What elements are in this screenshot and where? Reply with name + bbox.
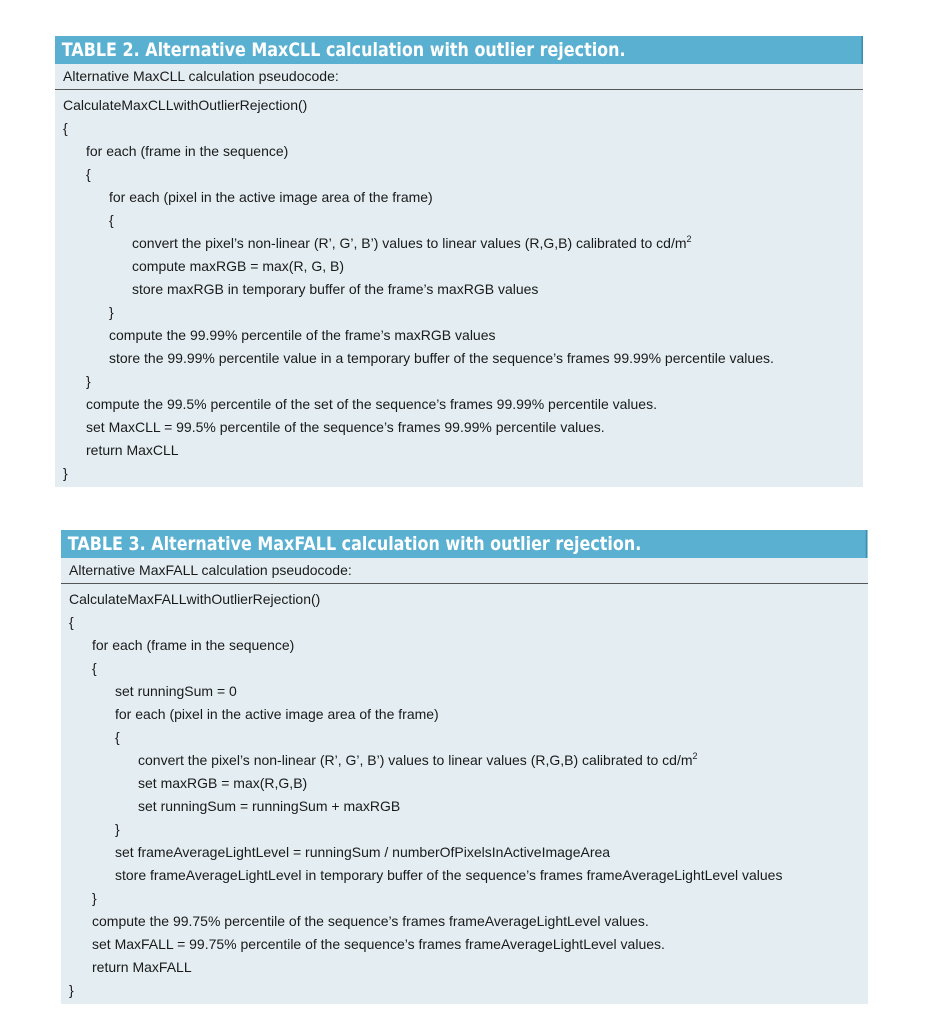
code-line (55, 163, 863, 186)
code-line (61, 749, 868, 772)
code-line (61, 657, 868, 680)
code-line (61, 887, 868, 910)
code-text: } (86, 373, 91, 389)
code-line (61, 611, 868, 634)
code-text: } (115, 821, 120, 837)
code-line (61, 910, 868, 933)
code-line (55, 140, 863, 163)
code-text: { (92, 660, 97, 676)
code-line (55, 347, 863, 370)
table-title: TABLE 3. Alternative MaxFALL calculation with outlier rejection. (61, 530, 868, 558)
code-line (55, 209, 863, 232)
table-subheader: Alternative MaxCLL calculation pseudocode: (55, 64, 863, 90)
code-text: compute maxRGB = max(R, G, B) (132, 258, 344, 274)
code-line (55, 117, 863, 140)
code-line (55, 462, 863, 485)
code-text: set frameAverageLightLevel = runningSum / numberOfPixelsInActiveImageArea (115, 844, 611, 860)
table-title-bar (55, 36, 863, 64)
code-line (55, 393, 863, 416)
code-line (55, 439, 863, 462)
code-text: compute the 99.75% percentile of the sequence’s frames frameAverageLightLevel values. (92, 913, 649, 929)
code-text: store the 99.99% percentile value in a temporary buffer of the sequence’s frames 99.99% percentile values. (109, 350, 774, 366)
code-text: for each (pixel in the active image area of the frame) (115, 706, 439, 722)
table-3 (61, 530, 868, 1004)
code-line (61, 680, 868, 703)
code-line (61, 726, 868, 749)
code-text: } (92, 890, 97, 906)
code-line (55, 232, 863, 255)
code-text: compute the 99.99% percentile of the frame’s maxRGB values (109, 327, 496, 343)
code-line (61, 634, 868, 657)
code-line (61, 864, 868, 887)
code-text: CalculateMaxFALLwithOutlierRejection() (69, 591, 321, 607)
code-line (61, 979, 868, 1002)
table-title-bar (61, 530, 868, 558)
code-text: set runningSum = 0 (115, 683, 237, 699)
code-line (55, 370, 863, 393)
code-text: set runningSum = runningSum + maxRGB (138, 798, 401, 814)
code-line (61, 795, 868, 818)
code-text: { (115, 729, 120, 745)
code-text: for each (frame in the sequence) (86, 143, 289, 159)
code-text: { (109, 212, 114, 228)
code-text: for each (frame in the sequence) (92, 637, 295, 653)
pseudocode-block (61, 584, 868, 1002)
code-text: return MaxFALL (92, 959, 192, 975)
code-line (55, 186, 863, 209)
code-text: for each (pixel in the active image area of the frame) (109, 189, 433, 205)
table-title: TABLE 2. Alternative MaxCLL calculation with outlier rejection. (55, 36, 863, 64)
code-text: } (109, 304, 114, 320)
superscript: 2 (686, 234, 692, 244)
code-text: convert the pixel’s non-linear (R’, G’, B’) values to linear values (R,G,B) calibrated to cd/m (132, 235, 687, 251)
superscript: 2 (692, 751, 698, 761)
code-text: compute the 99.5% percentile of the set of the sequence’s frames 99.99% percentile values. (86, 396, 657, 412)
code-line (55, 416, 863, 439)
code-text: set MaxFALL = 99.75% percentile of the sequence’s frames frameAverageLightLevel values. (92, 936, 665, 952)
code-text: store frameAverageLightLevel in temporary buffer of the sequence’s frames frameAverageLightLevel values (115, 867, 783, 883)
code-text: { (86, 166, 91, 182)
code-line (55, 255, 863, 278)
code-line (61, 841, 868, 864)
code-line (61, 933, 868, 956)
code-text: { (63, 120, 68, 136)
code-line (55, 94, 863, 117)
code-text: CalculateMaxCLLwithOutlierRejection() (63, 97, 308, 113)
code-text: convert the pixel’s non-linear (R’, G’, B’) values to linear values (R,G,B) calibrated to cd/m (138, 752, 693, 768)
code-text: set MaxCLL = 99.5% percentile of the sequence’s frames 99.99% percentile values. (86, 419, 605, 435)
pseudocode-block (55, 90, 863, 485)
code-text: { (69, 614, 74, 630)
code-text: store maxRGB in temporary buffer of the frame’s maxRGB values (132, 281, 539, 297)
code-text: } (63, 465, 68, 481)
code-line (61, 703, 868, 726)
code-text: set maxRGB = max(R,G,B) (138, 775, 308, 791)
code-line (55, 278, 863, 301)
code-text: } (69, 982, 74, 998)
code-text: return MaxCLL (86, 442, 179, 458)
code-line (61, 772, 868, 795)
code-line (61, 818, 868, 841)
code-line (61, 956, 868, 979)
table-subheader: Alternative MaxFALL calculation pseudocode: (61, 558, 868, 584)
code-line (55, 324, 863, 347)
code-line (61, 588, 868, 611)
code-line (55, 301, 863, 324)
table-2 (55, 36, 863, 487)
